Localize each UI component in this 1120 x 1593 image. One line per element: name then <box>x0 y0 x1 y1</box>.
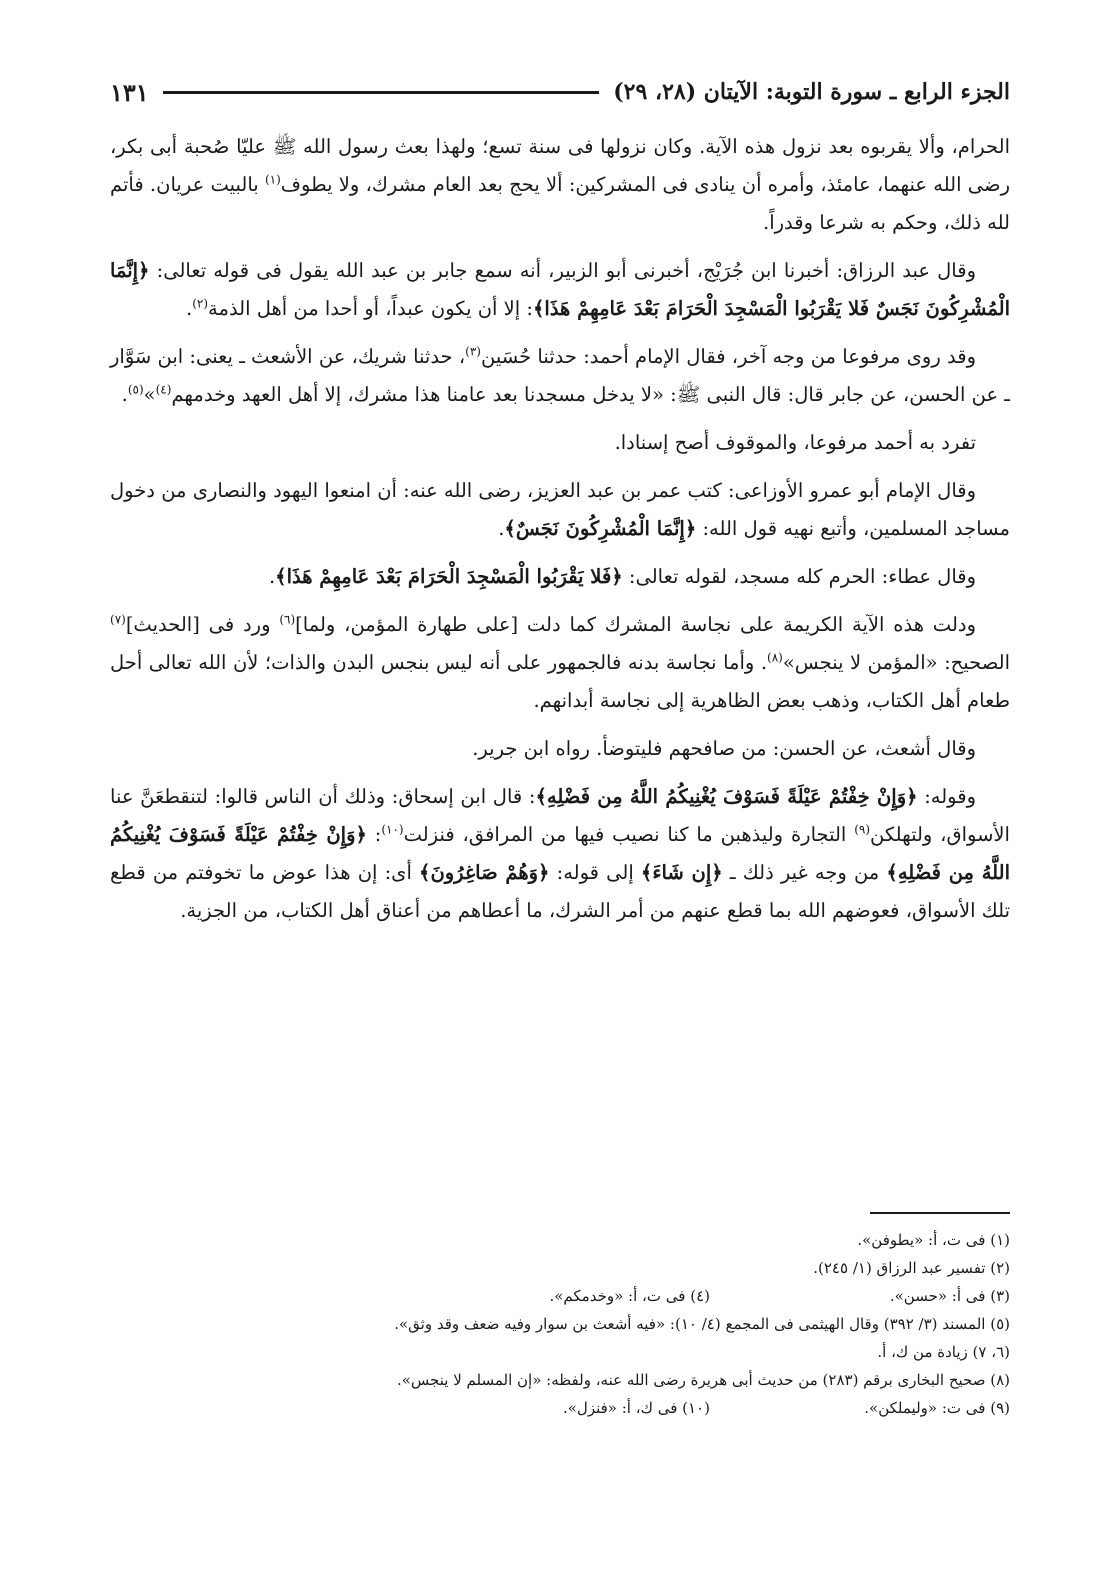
footnote-line <box>110 1394 1010 1422</box>
footnotes <box>110 1226 1010 1422</box>
paragraph <box>110 606 1010 720</box>
body-text <box>110 128 1010 940</box>
footnote: (٨) صحيح البخارى برقم (٢٨٣) من حديث أبى هريرة رضى الله عنه، ولفظه: «إن المسلم لا ينجس». <box>396 1371 1010 1389</box>
paragraph <box>110 472 1010 548</box>
footnote-line <box>110 1310 1010 1338</box>
paragraph-text: : قال ابن إسحاق: وذلك أن الناس قالوا: لتنقطعَنَّ عنا الأسواق، ولتهلكن <box>110 785 1010 846</box>
quran-quote: ﴿وَإِنْ خِفْتُمْ عَيْلَةً فَسَوْفَ يُغْنِيكُمُ اللَّهُ مِن فَضْلِهِ﴾ <box>110 823 1010 884</box>
footnote: (٩) فى ت: «وليملكن». <box>864 1399 1010 1417</box>
paragraph-text: أى: إن هذا عوض ما تخوفتم من قطع تلك الأسواق، فعوضهم الله بما قطع عنهم من أمر الشرك، ما أعطاهم من أعناق أهل الكتاب، من الجزية. <box>110 861 1010 922</box>
paragraph-text: وقوله: <box>917 785 976 808</box>
paragraph-text: . <box>268 565 276 588</box>
paragraph-text: : <box>366 823 382 846</box>
paragraph <box>110 252 1010 328</box>
paragraph-text: الصحيح: «المؤمن لا ينجس» <box>782 651 1010 674</box>
footnote: (١) فى ت، أ: «يطوفن». <box>857 1231 1010 1249</box>
paragraph-text: : إلا أن يكون عبداً، أو أحدا من أهل الذمة <box>208 297 533 320</box>
footnote-separator <box>870 1212 1010 1214</box>
page-number: ١٣١ <box>110 77 149 107</box>
footnote-ref: (١) <box>264 172 281 187</box>
running-header <box>110 72 1010 112</box>
paragraph <box>110 424 1010 462</box>
footnote-ref: (١٠) <box>381 822 404 837</box>
footnote-line <box>110 1254 1010 1282</box>
paragraph-text: من وجه غير ذلك ـ <box>722 861 887 884</box>
paragraph <box>110 558 1010 596</box>
footnote: (٦، ٧) زيادة من ك، أ. <box>877 1343 1010 1361</box>
quran-quote: ﴿وَهُمْ صَاغِرُونَ﴾ <box>419 861 550 884</box>
footnote-line <box>110 1226 1010 1254</box>
paragraph-text: » <box>143 383 156 406</box>
paragraph-text: ورد فى [الحديث] <box>125 613 280 636</box>
paragraph-text: . وأما نجاسة بدنه فالجمهور على أنه ليس بنجس البدن والذات؛ لأن الله تعالى أحل طعام أهل الكتاب، وذهب بعض الظاهرية إلى نجاسة أبدانهم. <box>110 651 1010 712</box>
paragraph-text: بالبيت عريان. فأتم لله ذلك، وحكم به شرعا وقدراً. <box>110 173 1010 234</box>
paragraph-text: وقد روى مرفوعا من وجه آخر، فقال الإمام أحمد: حدثنا حُسَين <box>480 345 976 368</box>
footnote-ref: (٤) <box>155 382 172 397</box>
paragraph-text: إلى قوله: <box>549 861 641 884</box>
paragraph <box>110 338 1010 414</box>
footnote: (٢) تفسير عبد الرزاق (١/ ٢٤٥). <box>813 1259 1010 1277</box>
footnote-ref: (٨) <box>767 650 783 665</box>
footnote-line <box>110 1366 1010 1394</box>
header-title: الجزء الرابع ـ سورة التوبة: الآيتان (٢٨، ٢٩) <box>613 79 1010 105</box>
paragraph-text: وقال عطاء: الحرم كله مسجد، لقوله تعالى: <box>622 565 976 588</box>
paragraph-text: تفرد به أحمد مرفوعا، والموقوف أصح إسنادا. <box>614 431 976 454</box>
footnote: (١٠) فى ك، أ: «فنزل». <box>562 1399 710 1417</box>
footnote: (٣) فى أ: «حسن». <box>889 1287 1010 1305</box>
paragraph-text: وقال عبد الرزاق: أخبرنا ابن جُرَيْج، أخبرنى أبو الزبير، أنه سمع جابر بن عبد الله يقول فى قوله تعالى: <box>149 259 976 282</box>
paragraph <box>110 128 1010 242</box>
quran-quote: ﴿إِنَّمَا الْمُشْرِكُونَ نَجَسٌ﴾ <box>504 517 697 540</box>
paragraph <box>110 778 1010 930</box>
header-rule <box>163 91 600 94</box>
quran-quote: ﴿إِن شَاءَ﴾ <box>640 861 723 884</box>
paragraph-text: ، حدثنا شريك، عن الأشعث ـ يعنى: ابن سَوَّار ـ عن الحسن، عن جابر قال: قال النبى ﷺ: «لا يدخل مسجدنا بعد عامنا هذا مشرك، إلا أهل العهد وخدمهم <box>110 345 1010 406</box>
quran-quote: ﴿إِنَّمَا الْمُشْرِكُونَ نَجَسٌ فَلا يَقْرَبُوا الْمَسْجِدَ الْحَرَامَ بَعْدَ عَامِهِمْ هَذَا﴾ <box>110 259 1010 320</box>
paragraph-text: . <box>121 383 128 406</box>
paragraph-text: الحرام، وألا يقربوه بعد نزول هذه الآية. وكان نزولها فى سنة تسع؛ ولهذا بعث رسول الله ﷺ عليّا صُحبة أبى بكر، رضى الله عنهما، عامئذ، وأمره أن ينادى فى المشركين: ألا يحج بعد العام مشرك، ولا يطوف <box>110 135 1010 196</box>
footnote-ref: (٢) <box>192 296 209 311</box>
paragraph <box>110 730 1010 768</box>
footnote-ref: (٥) <box>127 382 144 397</box>
paragraph-text: التجارة وليذهبن ما كنا نصيب فيها من المرافق، فنزلت <box>403 823 855 846</box>
footnote: (٥) المسند (٣/ ٣٩٢) وقال الهيثمى فى المجمع (٤/ ١٠): «فيه أشعث بن سوار وفيه ضعف وقد وثق». <box>394 1315 1010 1333</box>
footnote-ref: (٣) <box>465 344 481 359</box>
footnote-line <box>110 1282 1010 1310</box>
footnote: (٤) فى ت، أ: «وخدمكم». <box>549 1287 710 1305</box>
footnote-line <box>110 1338 1010 1366</box>
quran-quote: ﴿فَلا يَقْرَبُوا الْمَسْجِدَ الْحَرَامَ بَعْدَ عَامِهِمْ هَذَا﴾ <box>275 565 623 588</box>
footnote-ref: (٩) <box>854 822 871 837</box>
paragraph-text: وقال أشعث، عن الحسن: من صافحهم فليتوضأ. رواه ابن جرير. <box>472 737 976 760</box>
paragraph-text: وقال الإمام أبو عمرو الأوزاعى: كتب عمر بن عبد العزيز، رضى الله عنه: أن امنعوا اليهود والنصارى من دخول مساجد المسلمين، وأتبع نهيه قول الله: <box>110 479 1010 540</box>
footnote-ref: (٧) <box>110 612 126 627</box>
paragraph-text: ودلت هذه الآية الكريمة على نجاسة المشرك كما دلت [على طهارة المؤمن، ولما] <box>295 613 976 636</box>
paragraph-text: . <box>498 517 505 540</box>
quran-quote: ﴿وَإِنْ خِفْتُمْ عَيْلَةً فَسَوْفَ يُغْنِيكُمُ اللَّهُ مِن فَضْلِهِ﴾ <box>535 785 918 808</box>
paragraph-text: . <box>186 297 193 320</box>
footnote-ref: (٦) <box>279 612 296 627</box>
